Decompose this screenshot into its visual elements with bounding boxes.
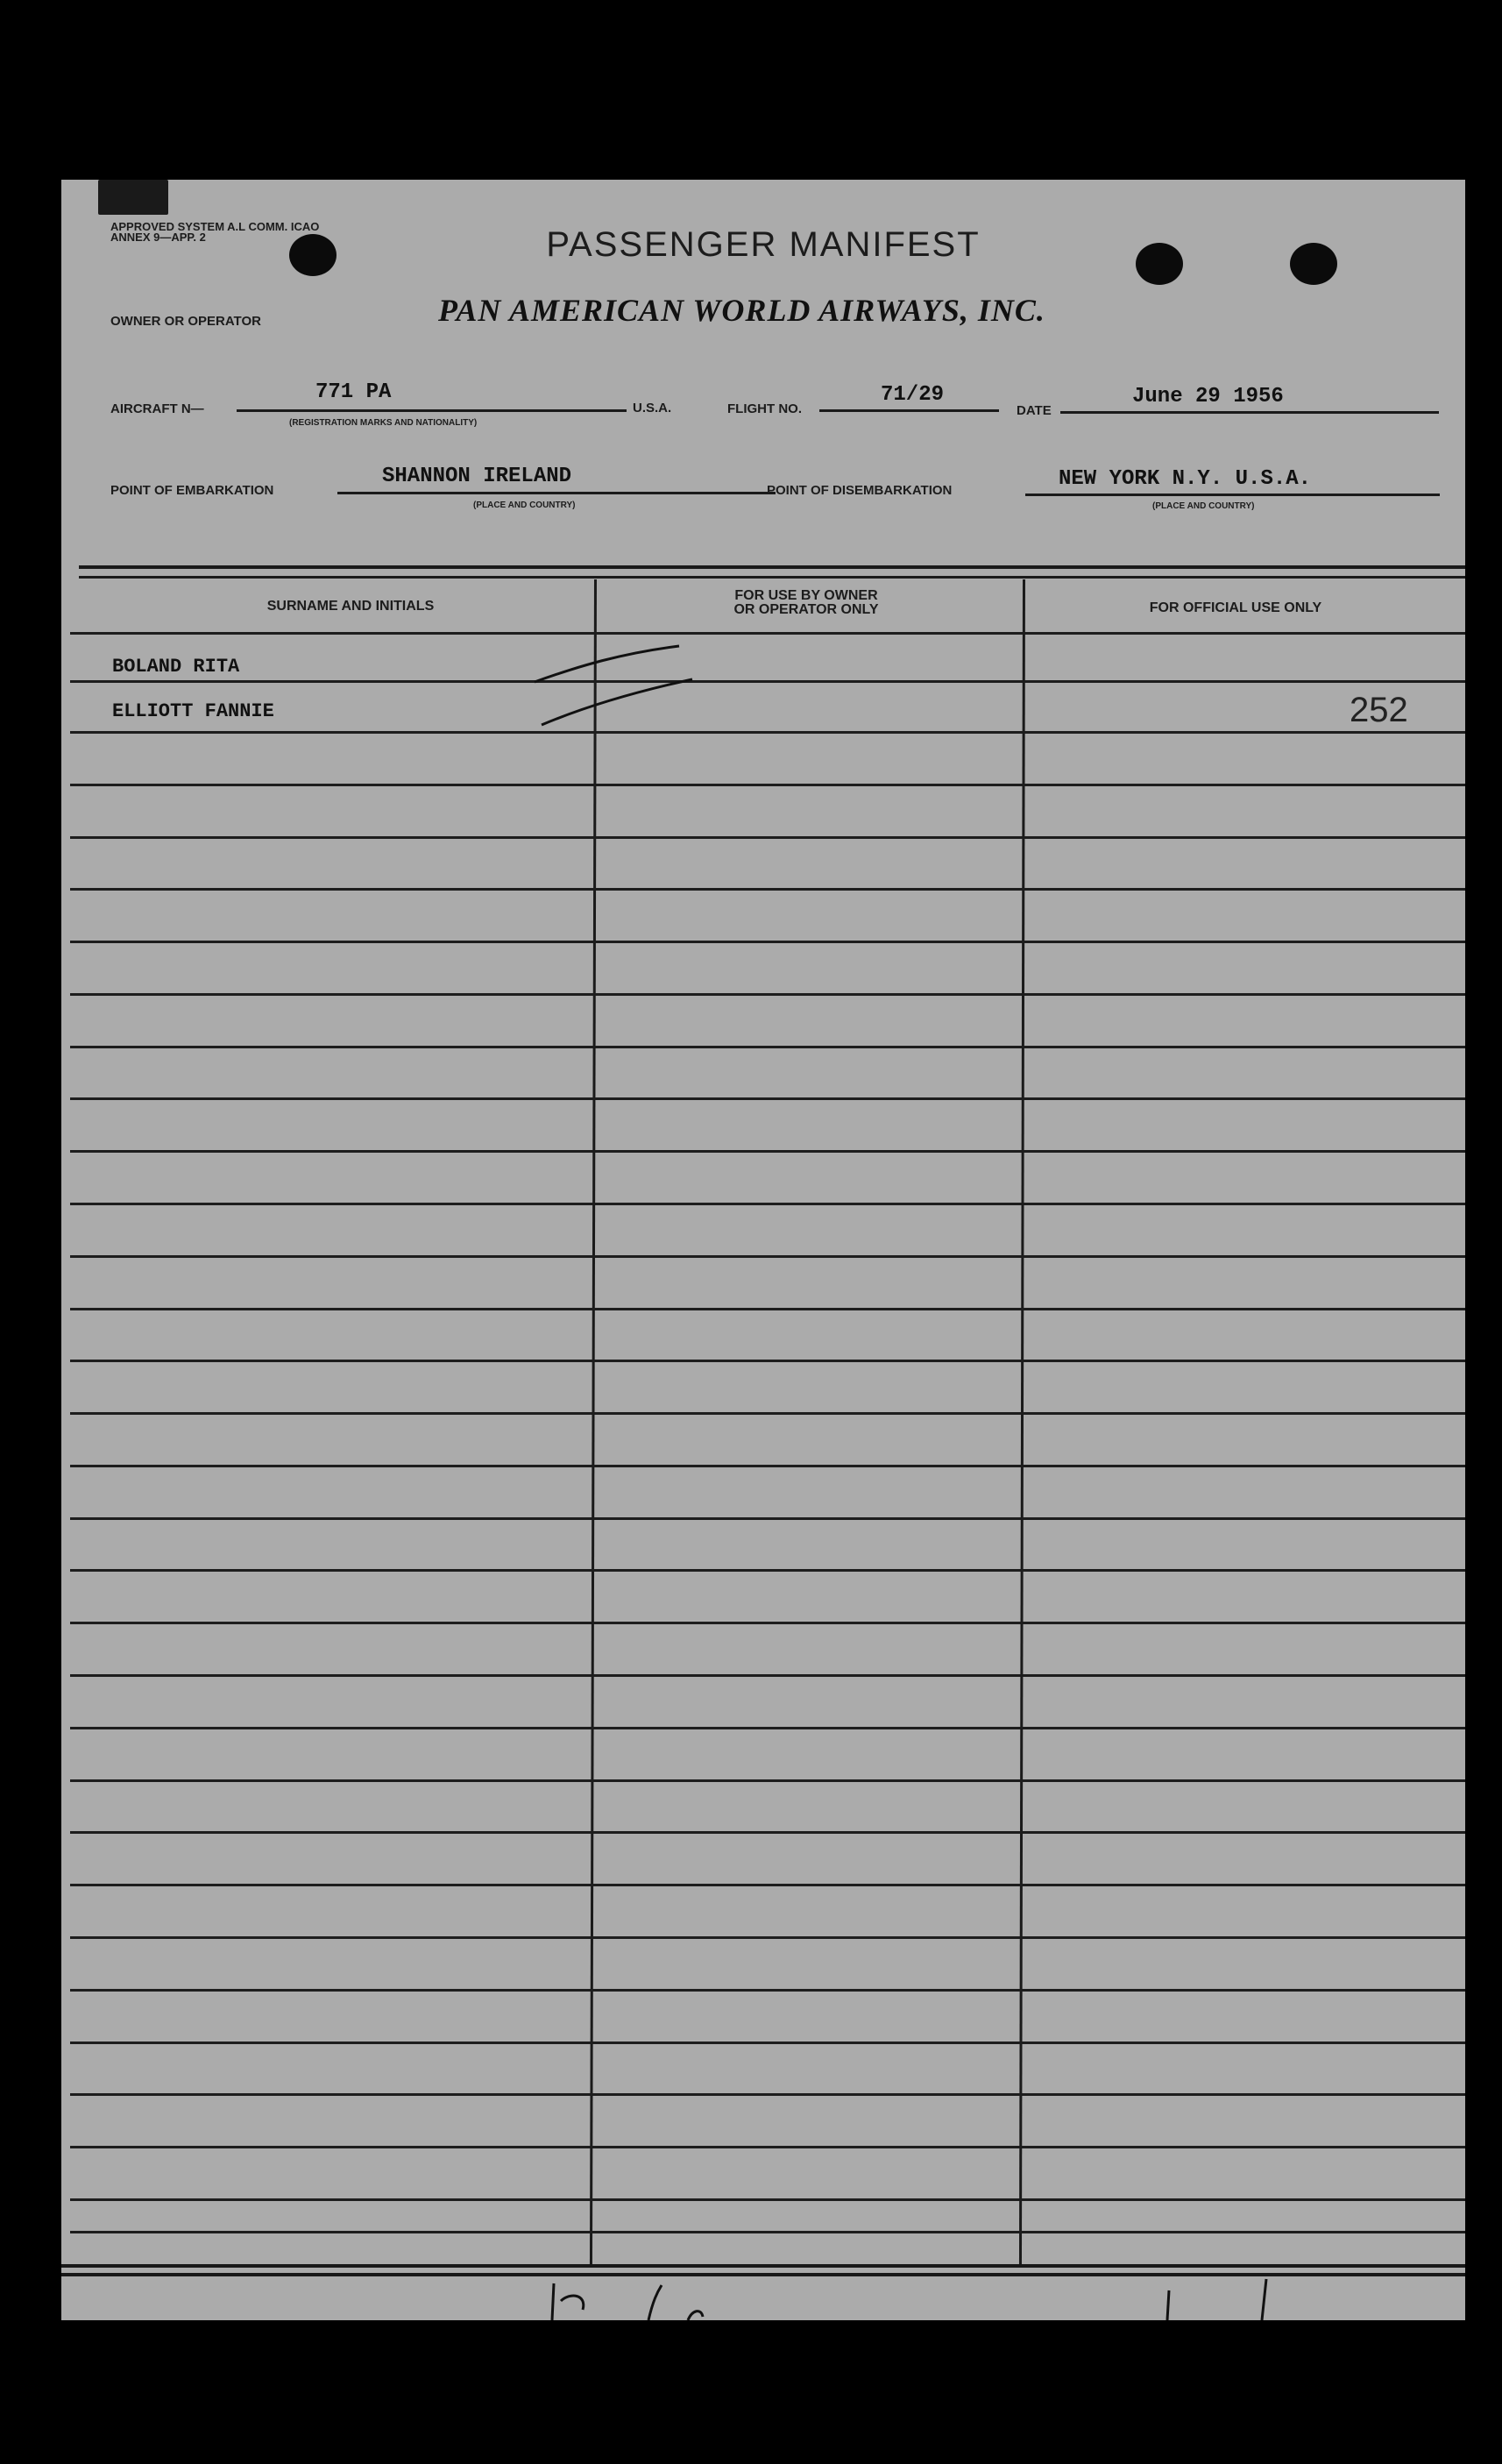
table-row-line xyxy=(70,941,1465,943)
col-header-surname: SURNAME AND INITIALS xyxy=(266,599,435,614)
table-row-line xyxy=(70,1622,1465,1624)
table-row-line xyxy=(70,731,1465,734)
header-rule-bottom xyxy=(79,576,1465,579)
table-row-line xyxy=(70,1727,1465,1729)
col-header-official: FOR OFFICIAL USE ONLY xyxy=(1149,600,1322,615)
owner-label: OWNER OR OPERATOR xyxy=(110,314,261,329)
table-row-line xyxy=(70,1779,1465,1782)
table-row-line xyxy=(70,680,1465,683)
embark-value: SHANNON IRELAND xyxy=(382,465,572,488)
table-row-line xyxy=(70,1308,1465,1310)
disembark-value: NEW YORK N.Y. U.S.A. xyxy=(1059,467,1312,491)
table-row-line xyxy=(70,1517,1465,1520)
nationality-label: U.S.A. xyxy=(633,401,672,415)
table-row-line xyxy=(70,2041,1465,2044)
col-header-operator-line2: OR OPERATOR ONLY xyxy=(733,602,879,617)
date-label: DATE xyxy=(1017,403,1052,418)
table-row-line xyxy=(70,1674,1465,1677)
corner-mark xyxy=(98,180,168,215)
aircraft-value: 771 PA xyxy=(315,380,392,404)
table-row-line xyxy=(70,2146,1465,2148)
table-row-line xyxy=(70,836,1465,839)
table-row-line xyxy=(70,1936,1465,1939)
table-row-line xyxy=(70,2231,1465,2233)
embark-label: POINT OF EMBARKATION xyxy=(110,483,274,498)
column-divider-1 xyxy=(590,579,597,2266)
owner-value: PAN AMERICAN WORLD AIRWAYS, INC. xyxy=(438,293,1045,328)
table-row-line xyxy=(70,2198,1465,2201)
table-row-line xyxy=(70,1360,1465,1362)
date-value: June 29 1956 xyxy=(1132,385,1284,408)
table-row-line xyxy=(70,1255,1465,1258)
manifest-page xyxy=(61,180,1465,2320)
table-row-line xyxy=(70,1465,1465,1467)
passenger-name-1: BOLAND RITA xyxy=(112,656,240,678)
aircraft-label: AIRCRAFT N— xyxy=(110,401,204,416)
footer-rule-top xyxy=(61,2264,1465,2268)
table-row-line xyxy=(70,784,1465,786)
approval-note: APPROVED SYSTEM A.L COMM. ICAO ANNEX 9—APP. 2 xyxy=(110,220,320,244)
embark-sub: (PLACE AND COUNTRY) xyxy=(473,501,576,510)
table-row-line xyxy=(70,993,1465,996)
aircraft-sub: (REGISTRATION MARKS AND NATIONALITY) xyxy=(289,418,478,428)
table-row-line xyxy=(70,1989,1465,1992)
signature-scribble xyxy=(482,2275,1358,2320)
table-row-line xyxy=(70,1203,1465,1205)
table-row-line xyxy=(70,2093,1465,2096)
header-rule-top xyxy=(79,565,1465,569)
table-row-line xyxy=(70,632,1465,635)
official-number: 252 xyxy=(1350,691,1408,729)
aircraft-underline xyxy=(237,409,627,412)
disembark-sub: (PLACE AND COUNTRY) xyxy=(1152,501,1255,511)
col-header-operator-line1: FOR USE BY OWNER xyxy=(734,588,878,603)
embark-underline xyxy=(337,492,776,494)
disembark-underline xyxy=(1025,494,1440,496)
date-underline xyxy=(1060,411,1439,414)
passenger-name-2: ELLIOTT FANNIE xyxy=(112,700,274,722)
table-row-line xyxy=(70,888,1465,891)
form-title: PASSENGER MANIFEST xyxy=(546,225,981,264)
table-row-line xyxy=(70,1569,1465,1572)
flight-value: 71/29 xyxy=(881,383,945,407)
operator-check-marks xyxy=(526,631,701,728)
flight-label: FLIGHT NO. xyxy=(727,401,802,416)
table-row-line xyxy=(70,1046,1465,1048)
disembark-label: POINT OF DISEMBARKATION xyxy=(767,483,953,498)
table-row-line xyxy=(70,1097,1465,1100)
column-divider-2 xyxy=(1019,579,1025,2266)
table-row-line xyxy=(70,1412,1465,1415)
table-row-line xyxy=(70,1150,1465,1153)
table-row-line xyxy=(70,1884,1465,1886)
flight-underline xyxy=(819,409,999,412)
table-row-line xyxy=(70,1831,1465,1834)
